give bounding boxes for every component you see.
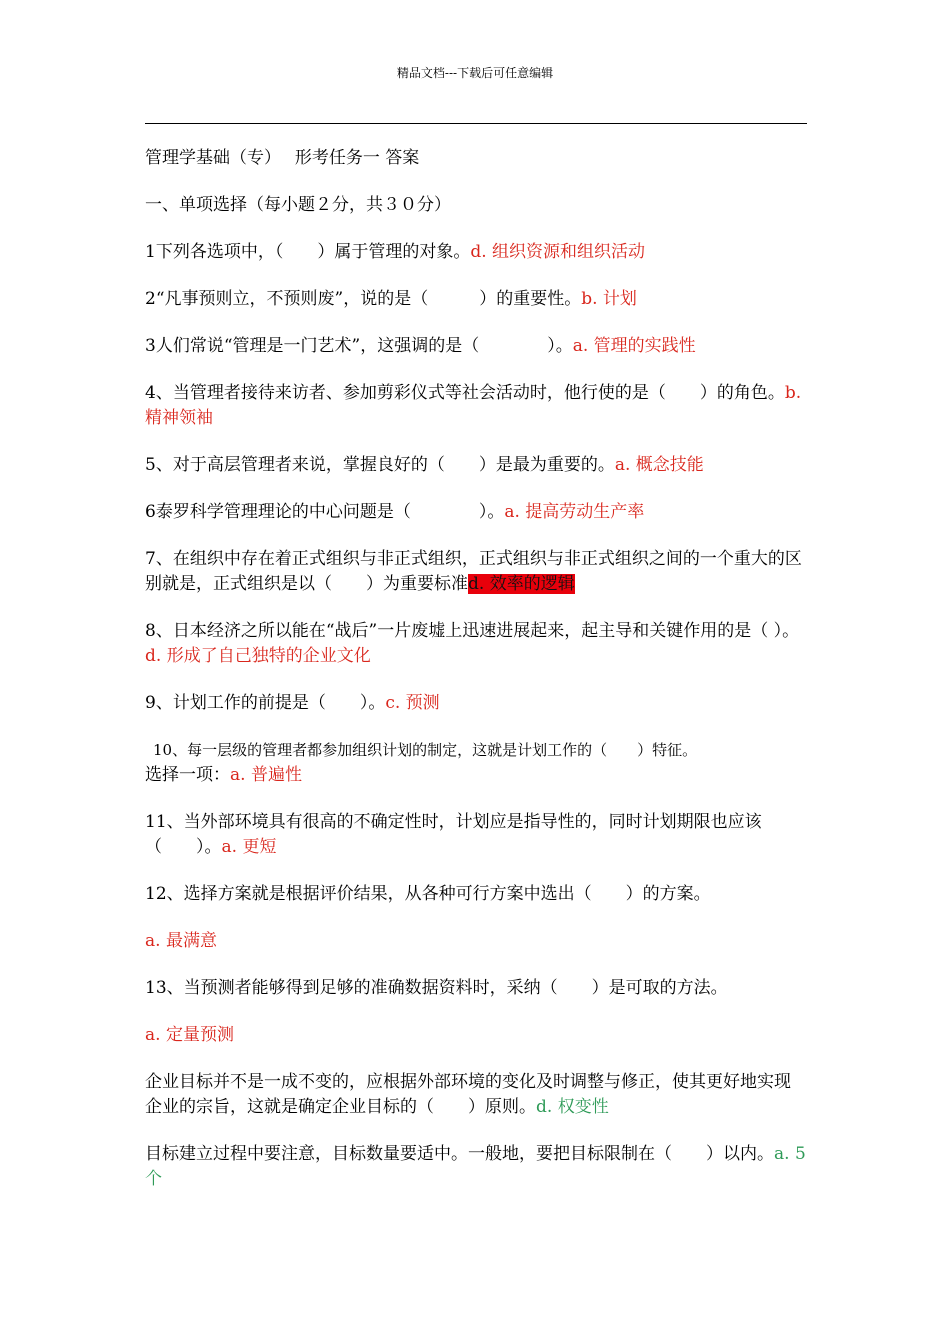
question-14 [145, 1070, 807, 1120]
question-5 [145, 453, 807, 478]
question-text: 7、在组织中存在着正式组织与非正式组织，正式组织与非正式组织之间的一个重大的区别就是，正式组织是以（ ）为重要标准 [145, 549, 802, 594]
answer-text: a. 管理的实践性 [572, 336, 696, 356]
question-text: 企业目标并不是一成不变的，应根据外部环境的变化及时调整与修正，使其更好地实现企业的宗旨，这就是确定企业目标的（ ）原则。 [145, 1072, 791, 1117]
answer-text: a. 提高劳动生产率 [504, 502, 645, 522]
question-text: 2“凡事预则立，不预则废”，说的是（ ）的重要性。 [145, 289, 582, 309]
question-4 [145, 381, 807, 431]
question-8 [145, 619, 807, 669]
document-body [145, 146, 807, 1214]
question-15 [145, 1142, 807, 1192]
section-heading: 一、单项选择（每小题２分，共３０分） [145, 195, 451, 215]
answer-text: b. 计划 [581, 289, 637, 309]
question-6 [145, 500, 807, 525]
question-3 [145, 334, 807, 359]
question-13 [145, 976, 807, 1001]
question-text: 3人们常说“管理是一门艺术”，这强调的是（ ）。 [145, 336, 573, 356]
question-text: 13、当预测者能够得到足够的准确数据资料时，采纳（ ）是可取的方法。 [145, 978, 728, 998]
question-text: 9、计划工作的前提是（ ）。 [145, 693, 386, 713]
highlighted-answer-text: d. 效率的逻辑 [468, 574, 575, 594]
answer-text: d. 权变性 [536, 1097, 609, 1117]
question-text: 8、日本经济之所以能在“战后”一片废墟上迅速进展起来，起主导和关键作用的是（ ）。 [145, 621, 800, 641]
question-text: 5、对于高层管理者来说，掌握良好的（ ）是最为重要的。 [145, 455, 615, 475]
question-text: 1下列各选项中，（ ）属于管理的对象。 [145, 242, 471, 262]
answer-13: a. 定量预测 [145, 1025, 234, 1045]
answer-text: b. 精神领袖 [145, 383, 802, 428]
question-text: 10、每一层级的管理者都参加组织计划的制定，这就是计划工作的（ ）特征。 [153, 741, 698, 759]
header-rule [145, 123, 807, 124]
question-text: 4、当管理者接待来访者、参加剪彩仪式等社会活动时，他行使的是（ ）的角色。 [145, 383, 785, 403]
question-text: 6泰罗科学管理理论的中心问题是（ ）。 [145, 502, 505, 522]
question-text: 11、当外部环境具有很高的不确定性时，计划应是指导性的，同时计划期限也应该（ ）。 [145, 812, 762, 857]
document-title: 管理学基础（专） 形考任务一 答案 [145, 148, 420, 168]
choose-one-label: 选择一项： [145, 765, 230, 785]
question-11 [145, 810, 807, 860]
question-9 [145, 691, 807, 716]
answer-text: d. 组织资源和组织活动 [470, 242, 646, 262]
question-1 [145, 240, 807, 265]
question-text: 目标建立过程中要注意，目标数量要适中。一般地，要把目标限制在（ ）以内。 [145, 1144, 774, 1164]
answer-text: d. 形成了自己独特的企业文化 [145, 646, 371, 666]
question-10 [145, 738, 807, 788]
answer-text: c. 预测 [385, 693, 440, 713]
question-12 [145, 882, 807, 907]
question-2 [145, 287, 807, 312]
answer-text: a. 概念技能 [614, 455, 704, 475]
page-header: 精品文档---下载后可任意编辑 [396, 66, 554, 80]
question-7 [145, 547, 807, 597]
answer-text: a. 5个 [145, 1144, 806, 1189]
question-text: 12、选择方案就是根据评价结果，从各种可行方案中选出（ ）的方案。 [145, 884, 711, 904]
answer-text: a. 更短 [221, 837, 277, 857]
answer-text: a. 普遍性 [230, 765, 302, 785]
answer-12: a. 最满意 [145, 931, 217, 951]
